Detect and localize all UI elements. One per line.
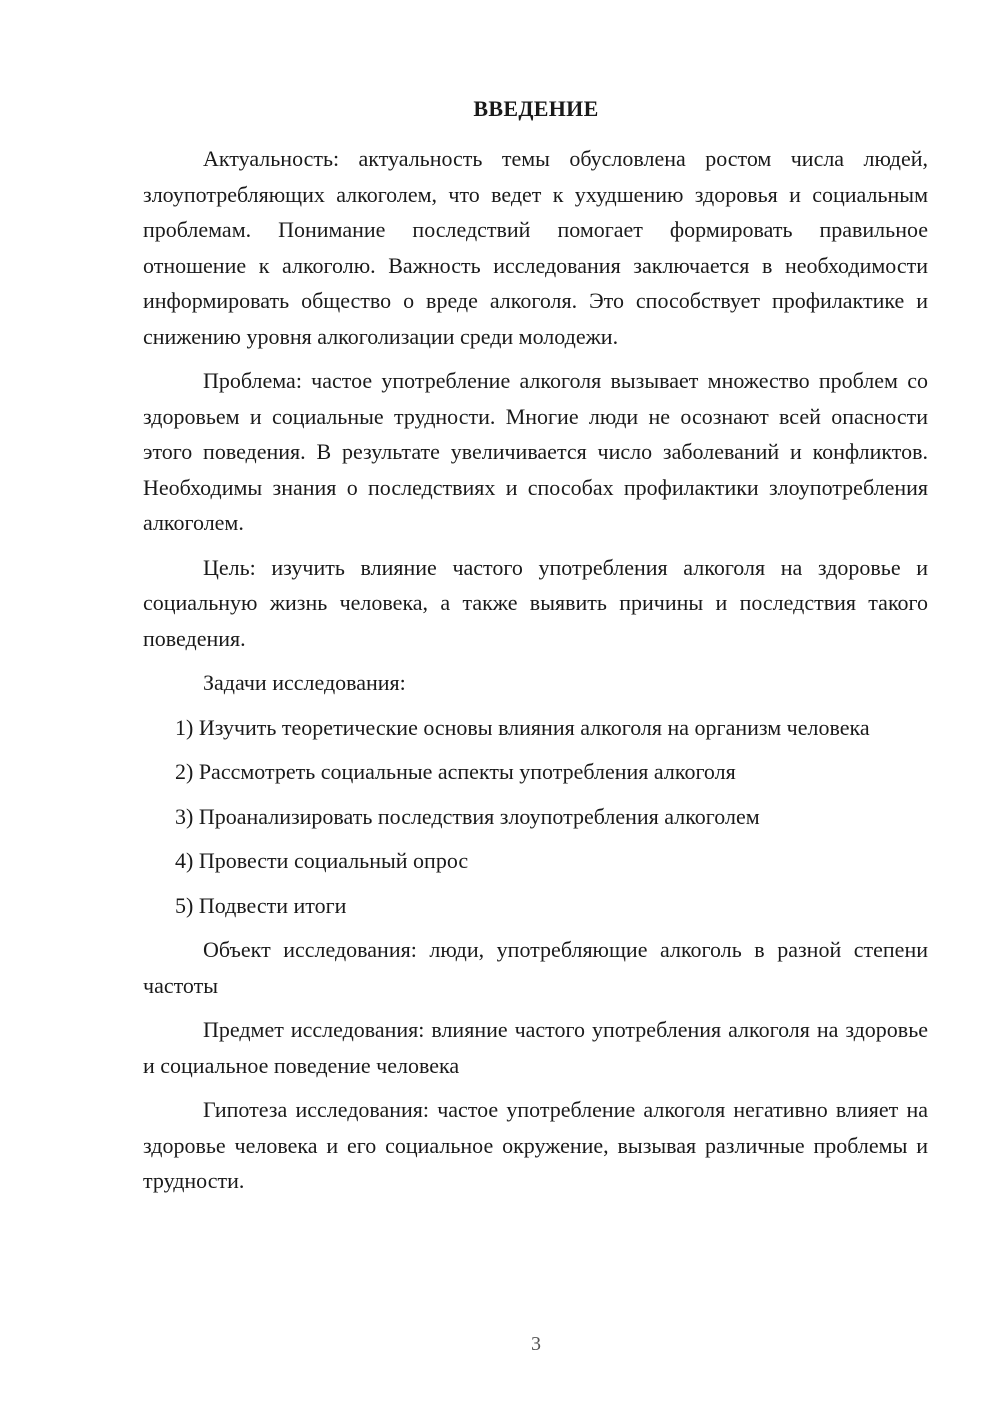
goal-paragraph: Цель: изучить влияние частого употребления алкоголя на здоровье и социальную жизнь человека, а также выявить причины и последствия такого поведения.	[143, 554, 928, 651]
document-body	[143, 141, 928, 1208]
list-item: 5) Подвести итоги	[175, 892, 347, 918]
tasks-heading: Задачи исследования:	[203, 670, 406, 695]
task-list	[143, 710, 928, 924]
problem-paragraph: Проблема: частое употребление алкоголя вызывает множество проблем со здоровьем и социальные трудности. Многие люди не осознают всей опасности этого поведения. В результате увеличивается число заболеваний и конфликтов. Необходимы знания о последствиях и способах профилактики злоупотребления алкоголем.	[143, 368, 928, 535]
subject-paragraph: Предмет исследования: влияние частого употребления алкоголя на здоровье и социальное поведение человека	[143, 1017, 928, 1078]
list-item: 1) Изучить теоретические основы влияния алкоголя на организм человека	[175, 714, 870, 740]
hypothesis-paragraph: Гипотеза исследования: частое употребление алкоголя негативно влияет на здоровье человека и его социальное окружение, вызывая различные проблемы и трудности.	[143, 1097, 928, 1193]
page-number: 3	[531, 1333, 541, 1355]
list-item: 2) Рассмотреть социальные аспекты употребления алкоголя	[175, 759, 736, 784]
relevance-paragraph: Актуальность: актуальность темы обусловлена ростом числа людей, злоупотребляющих алкоголем, что ведет к ухудшению здоровья и социальным проблемам. Понимание последствий помогает формировать правильное отношение к алкоголю. Важность исследования заключается в необходимости информировать общество о вреде алкоголя. Это способствует профилактике и снижению уровня алкоголизации среди молодежи.	[143, 146, 928, 349]
list-item: 4) Провести социальный опрос	[175, 848, 469, 873]
section-heading: ВВЕДЕНИЕ	[473, 96, 599, 121]
list-item: 3) Проанализировать последствия злоупотребления алкоголем	[175, 803, 760, 829]
object-paragraph: Объект исследования: люди, употребляющие алкоголь в разной степени частоты	[143, 937, 928, 998]
